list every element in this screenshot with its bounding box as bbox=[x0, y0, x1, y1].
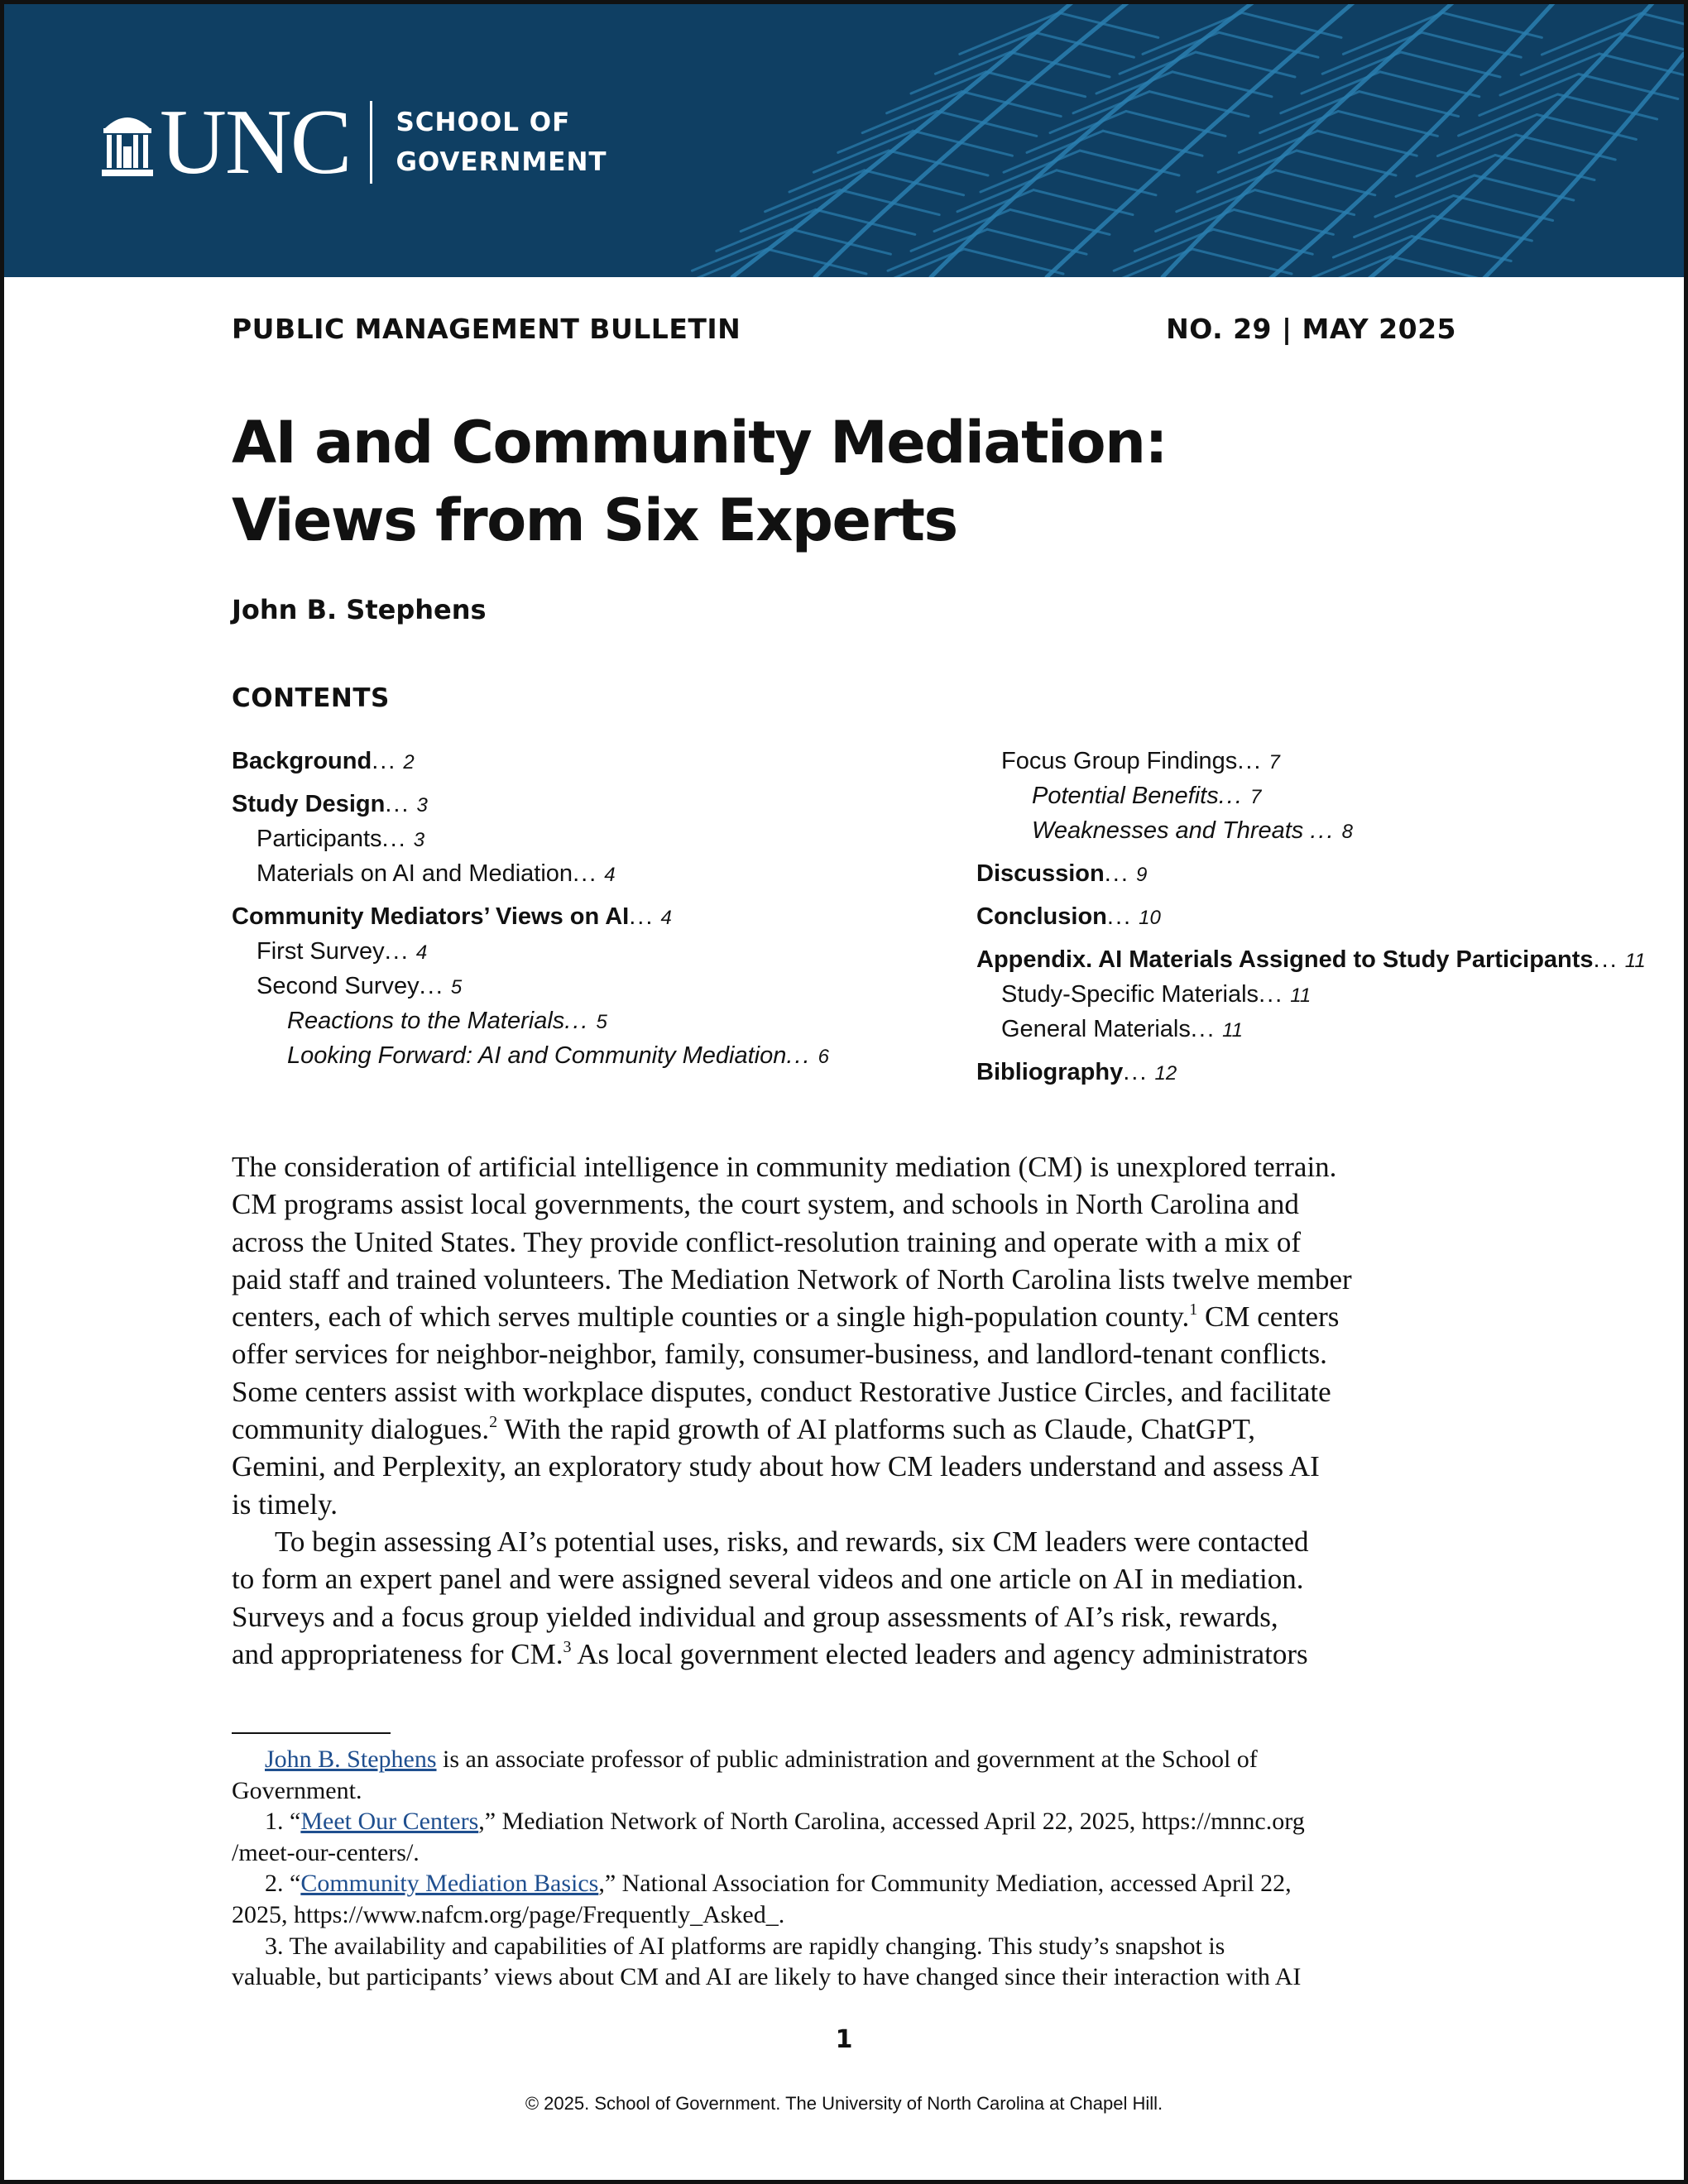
toc-entry[interactable] bbox=[232, 970, 829, 1004]
author-link[interactable]: John B. Stephens bbox=[265, 1746, 437, 1773]
frond-leaflet bbox=[1391, 256, 1490, 277]
toc-leader: ... bbox=[1237, 748, 1263, 774]
text-line: Some centers assist with workplace disputes, conduct Restorative Justice Circles, and facilitate bbox=[232, 1375, 1331, 1408]
frond-leaflet bbox=[865, 249, 964, 277]
toc-entry-label: Materials on AI and Mediation bbox=[257, 860, 573, 887]
frond-leaflet bbox=[1057, 170, 1156, 195]
toc-leader: ... bbox=[1104, 860, 1129, 887]
toc-entry-label: General Materials bbox=[1001, 1016, 1191, 1042]
frond-leaflet bbox=[1422, 32, 1521, 57]
toc-entry[interactable] bbox=[232, 745, 829, 779]
paragraph-1 bbox=[232, 1148, 1456, 1523]
frond-leaflet bbox=[938, 111, 1037, 136]
text-line: To begin assessing AI’s potential uses, risks, and rewards, six CM leaders were contacted bbox=[275, 1525, 1309, 1558]
frond-leaflet bbox=[1401, 52, 1500, 77]
toc-entry-page: 12 bbox=[1154, 1062, 1177, 1085]
toc-leader: ... bbox=[384, 938, 410, 965]
frond-leaflet bbox=[1516, 135, 1615, 160]
toc-entry[interactable] bbox=[976, 745, 1646, 779]
frond-leaflet bbox=[1442, 12, 1542, 37]
toc-entry[interactable] bbox=[232, 857, 829, 892]
frond-leaflet bbox=[987, 229, 1086, 254]
toc-entry-label: Study Design bbox=[232, 791, 386, 817]
paragraph-2 bbox=[232, 1523, 1456, 1673]
text-segment: community dialogues. bbox=[232, 1413, 490, 1446]
old-well-icon bbox=[102, 105, 153, 180]
toc-entry[interactable] bbox=[976, 978, 1646, 1013]
toc-entry-label: Community Mediators’ Views on AI bbox=[232, 903, 630, 930]
header-banner bbox=[4, 4, 1684, 277]
toc-entry-page: 7 bbox=[1249, 786, 1262, 808]
footnotes bbox=[232, 1744, 1456, 1993]
text-line: paid staff and trained volunteers. The Mediation Network of North Carolina lists twelve member bbox=[232, 1262, 1352, 1296]
footnote-ref-2[interactable]: 2 bbox=[489, 1413, 498, 1432]
toc-leader: ... bbox=[1310, 817, 1336, 844]
frond-leaflet bbox=[1380, 72, 1479, 97]
text-line: The consideration of artificial intelligence in community mediation (CM) is unexplored terrain. bbox=[232, 1151, 1337, 1183]
footnote-text: ,” National Association for Community Mediation, accessed April 22, bbox=[598, 1870, 1292, 1898]
school-name bbox=[396, 103, 607, 182]
frond-leaflet bbox=[1454, 196, 1553, 221]
text-line: across the United States. They provide conflict-resolution training and operate with a mix of bbox=[232, 1225, 1302, 1258]
toc-leader: ... bbox=[372, 748, 397, 774]
title-line2: Views from Six Experts bbox=[232, 486, 957, 554]
frond-leaflet bbox=[1213, 229, 1312, 254]
logo-divider bbox=[370, 101, 372, 184]
frond-leaflet bbox=[986, 72, 1086, 97]
footnote-number: 2. “ bbox=[265, 1870, 301, 1898]
text-line: Gemini, and Perplexity, an exploratory study about how CM leaders understand and assess AI bbox=[232, 1450, 1320, 1483]
copyright-notice: © 2025. School of Government. The University of North Carolina at Chapel Hill. bbox=[525, 2093, 1163, 2114]
toc-entry-page: 8 bbox=[1341, 821, 1353, 843]
text-line: to form an expert panel and were assigned several videos and one article on AI in mediation. bbox=[232, 1563, 1304, 1596]
contents-heading: CONTENTS bbox=[232, 683, 390, 713]
frond-leaflet bbox=[911, 52, 1010, 93]
document-title bbox=[232, 404, 1167, 559]
frond-leaflet bbox=[717, 209, 816, 251]
toc-entry-label: Second Survey bbox=[257, 973, 420, 999]
toc-entry-page: 5 bbox=[450, 976, 463, 999]
toc-entry-label: First Survey bbox=[257, 938, 385, 965]
frond-leaflet bbox=[1033, 190, 1133, 215]
toc-entry-page: 10 bbox=[1139, 907, 1161, 929]
frond-leaflet bbox=[889, 151, 988, 175]
frond-leaflet bbox=[913, 131, 1012, 156]
frond-leaflet bbox=[1234, 209, 1333, 234]
frond-leaflet bbox=[1126, 111, 1225, 136]
footnote-text: valuable, but participants’ views about CM and AI are likely to have changed since their interaction with AI bbox=[232, 1963, 1302, 1991]
text-segment: With the rapid growth of AI platforms such as Claude, ChatGPT, bbox=[497, 1413, 1255, 1446]
toc-entry[interactable] bbox=[976, 1013, 1646, 1047]
toc-entry-page: 3 bbox=[413, 829, 425, 851]
toc-entry[interactable] bbox=[232, 822, 829, 857]
toc-leader: ... bbox=[564, 1008, 590, 1034]
title-line1: AI and Community Mediation: bbox=[232, 409, 1167, 477]
unc-logo bbox=[102, 91, 607, 194]
toc-entry-label: Conclusion bbox=[976, 903, 1107, 930]
frond-leaflet bbox=[1475, 175, 1574, 200]
frond-leaflet bbox=[935, 32, 1034, 74]
frond-leaflet bbox=[1192, 249, 1292, 274]
text-line: Surveys and a focus group yielded individual and group assessments of AI’s risk, rewards, bbox=[232, 1600, 1278, 1633]
frond-leaflet bbox=[765, 170, 865, 212]
toc-entry[interactable] bbox=[976, 779, 1646, 814]
text-segment: CM centers bbox=[1197, 1300, 1340, 1334]
frond-leaflet bbox=[1338, 111, 1437, 136]
frond-leaflet bbox=[1255, 190, 1355, 215]
toc-leader: ... bbox=[419, 973, 444, 999]
toc-entry[interactable] bbox=[976, 943, 1646, 978]
toc-leader: ... bbox=[381, 826, 407, 852]
toc-entry[interactable] bbox=[232, 935, 829, 970]
footnote-text: Government. bbox=[232, 1776, 362, 1804]
text-segment: As local government elected leaders and agency administrators bbox=[571, 1637, 1308, 1670]
toc-entry-label: Study-Specific Materials bbox=[1001, 981, 1259, 1008]
toc-entry-page: 11 bbox=[1222, 1019, 1244, 1042]
author-name: John B. Stephens bbox=[232, 594, 487, 625]
frond-leaflet bbox=[767, 249, 866, 274]
frond-leaflet bbox=[1080, 151, 1179, 175]
toc-leader: ... bbox=[385, 791, 410, 817]
text-line bbox=[232, 1636, 1456, 1673]
frond-leaflet bbox=[741, 190, 840, 232]
toc-entry-label: Background bbox=[232, 748, 372, 774]
footnote-author bbox=[232, 1744, 1456, 1775]
frond-leaflet bbox=[1620, 34, 1684, 59]
toc-entry-page: 7 bbox=[1268, 751, 1280, 774]
toc-leader: ... bbox=[573, 860, 598, 887]
footnote-rule bbox=[232, 1732, 391, 1734]
toc-entry-page: 9 bbox=[1135, 864, 1148, 886]
frond-leaflet bbox=[813, 131, 913, 172]
frond-leaflet bbox=[1103, 131, 1202, 156]
toc-entry[interactable] bbox=[976, 814, 1646, 849]
footnote-3: 3. The availability and capabilities of AI platforms are rapidly changing. This study’s snapshot is bbox=[265, 1932, 1225, 1960]
meet-our-centers-link[interactable]: Meet Our Centers bbox=[300, 1808, 479, 1836]
footnote-text: 2025, https://www.nafcm.org/page/Frequently_Asked_. bbox=[232, 1900, 785, 1928]
toc-entry-page: 5 bbox=[596, 1011, 607, 1033]
frond-leaflet bbox=[1641, 13, 1684, 38]
text-line: CM programs assist local governments, the court system, and schools in North Carolina and bbox=[232, 1188, 1299, 1221]
toc-entry-page: 4 bbox=[660, 907, 672, 929]
frond-leaflet bbox=[961, 92, 1061, 117]
frond-leaflet bbox=[1495, 156, 1594, 180]
frond-leaflet bbox=[692, 229, 791, 271]
frond-leaflet bbox=[840, 190, 939, 215]
frond-leaflet bbox=[1297, 151, 1396, 175]
frond-leaflet bbox=[1149, 92, 1249, 117]
text-line: offer services for neighbor-neighbor, family, consumer-business, and landlord-tenant conflicts. bbox=[232, 1338, 1327, 1371]
toc-entry[interactable] bbox=[976, 900, 1646, 935]
footnote-number: 1. “ bbox=[265, 1808, 301, 1836]
toc-entry-page: 11 bbox=[1290, 984, 1312, 1007]
frond-leaflet bbox=[862, 92, 961, 133]
toc-entry[interactable] bbox=[232, 788, 829, 822]
school-name-line1: SCHOOL OF bbox=[396, 108, 571, 137]
toc-left-column bbox=[232, 745, 829, 1074]
toc-entry-label: Bibliography bbox=[976, 1059, 1124, 1085]
toc-entry-label: Weaknesses and Threats bbox=[1032, 817, 1311, 844]
frond-leaflet bbox=[964, 249, 1063, 274]
toc-leader: ... bbox=[786, 1042, 812, 1069]
frond-leaflet bbox=[960, 12, 1059, 54]
toc-right-column bbox=[976, 745, 1646, 1090]
bulletin-series: PUBLIC MANAGEMENT BULLETIN bbox=[232, 313, 741, 345]
frond-leaflet bbox=[865, 170, 964, 195]
toc-entry[interactable] bbox=[232, 900, 829, 935]
toc-entry-page: 4 bbox=[415, 941, 428, 964]
toc-entry-label: Discussion bbox=[976, 860, 1105, 887]
toc-leader: ... bbox=[1259, 981, 1284, 1008]
footnote-text: ,” Mediation Network of North Carolina, accessed April 22, 2025, https://mnnc.org bbox=[478, 1808, 1305, 1836]
frond-leaflet bbox=[1010, 209, 1110, 234]
text-segment: centers, each of which serves multiple counties or a single high-population county. bbox=[232, 1300, 1190, 1334]
text-line bbox=[232, 1298, 1456, 1335]
toc-leader: ... bbox=[1106, 903, 1133, 930]
toc-entry-label: Appendix. AI Materials Assigned to Study Participants bbox=[976, 946, 1594, 973]
frond-leaflet bbox=[1276, 170, 1375, 195]
toc-entry[interactable] bbox=[976, 1056, 1646, 1090]
community-mediation-basics-link[interactable]: Community Mediation Basics bbox=[300, 1870, 599, 1898]
frond-leaflet bbox=[789, 151, 889, 192]
frond-leaflet bbox=[1432, 216, 1532, 241]
footnote-text: /meet-our-centers/. bbox=[232, 1838, 420, 1866]
toc-entry[interactable] bbox=[232, 1039, 829, 1074]
toc-entry-label: Focus Group Findings bbox=[1001, 748, 1238, 774]
toc-entry-page: 4 bbox=[604, 864, 616, 886]
toc-entry[interactable] bbox=[976, 857, 1646, 892]
text-segment: and appropriateness for CM. bbox=[232, 1637, 563, 1670]
toc-entry-label: Potential Benefits bbox=[1032, 783, 1219, 809]
toc-entry-page: 2 bbox=[403, 751, 415, 774]
frond-leaflet bbox=[838, 111, 938, 152]
footnote-2 bbox=[232, 1868, 1456, 1899]
frond-leaflet bbox=[1412, 237, 1511, 261]
footnote-ref-1[interactable]: 1 bbox=[1189, 1300, 1198, 1320]
footnote-1 bbox=[232, 1806, 1456, 1837]
frond-leaflet bbox=[1317, 131, 1417, 156]
toc-leader: ... bbox=[1123, 1059, 1149, 1085]
toc-leader: ... bbox=[1218, 783, 1244, 809]
toc-leader: ... bbox=[1190, 1016, 1216, 1042]
body-text bbox=[232, 1148, 1456, 1673]
toc-entry-page: 6 bbox=[818, 1046, 829, 1068]
toc-entry-label: Participants bbox=[257, 826, 382, 852]
frond-leaflet bbox=[887, 72, 986, 113]
text-line: is timely. bbox=[232, 1487, 338, 1521]
toc-entry-label: Reactions to the Materials bbox=[287, 1008, 565, 1034]
toc-entry-page: 11 bbox=[1624, 950, 1646, 972]
frond-leaflet bbox=[1360, 92, 1459, 117]
toc-leader: ... bbox=[1593, 946, 1618, 973]
text-line bbox=[232, 1410, 1456, 1448]
toc-entry-label: Looking Forward: AI and Community Mediation bbox=[287, 1042, 787, 1069]
page-number: 1 bbox=[835, 2025, 853, 2054]
toc-leader: ... bbox=[629, 903, 655, 930]
unc-wordmark: UNC bbox=[160, 91, 351, 194]
toc-entry[interactable] bbox=[232, 1004, 829, 1039]
school-name-line2: GOVERNMENT bbox=[396, 147, 607, 177]
footnote-ref-3[interactable]: 3 bbox=[563, 1637, 572, 1656]
footnote-text: is an associate professor of public administration and government at the School of bbox=[436, 1746, 1258, 1773]
bulletin-number-date: NO. 29 | MAY 2025 bbox=[1166, 313, 1456, 345]
toc-entry-page: 3 bbox=[416, 794, 428, 817]
